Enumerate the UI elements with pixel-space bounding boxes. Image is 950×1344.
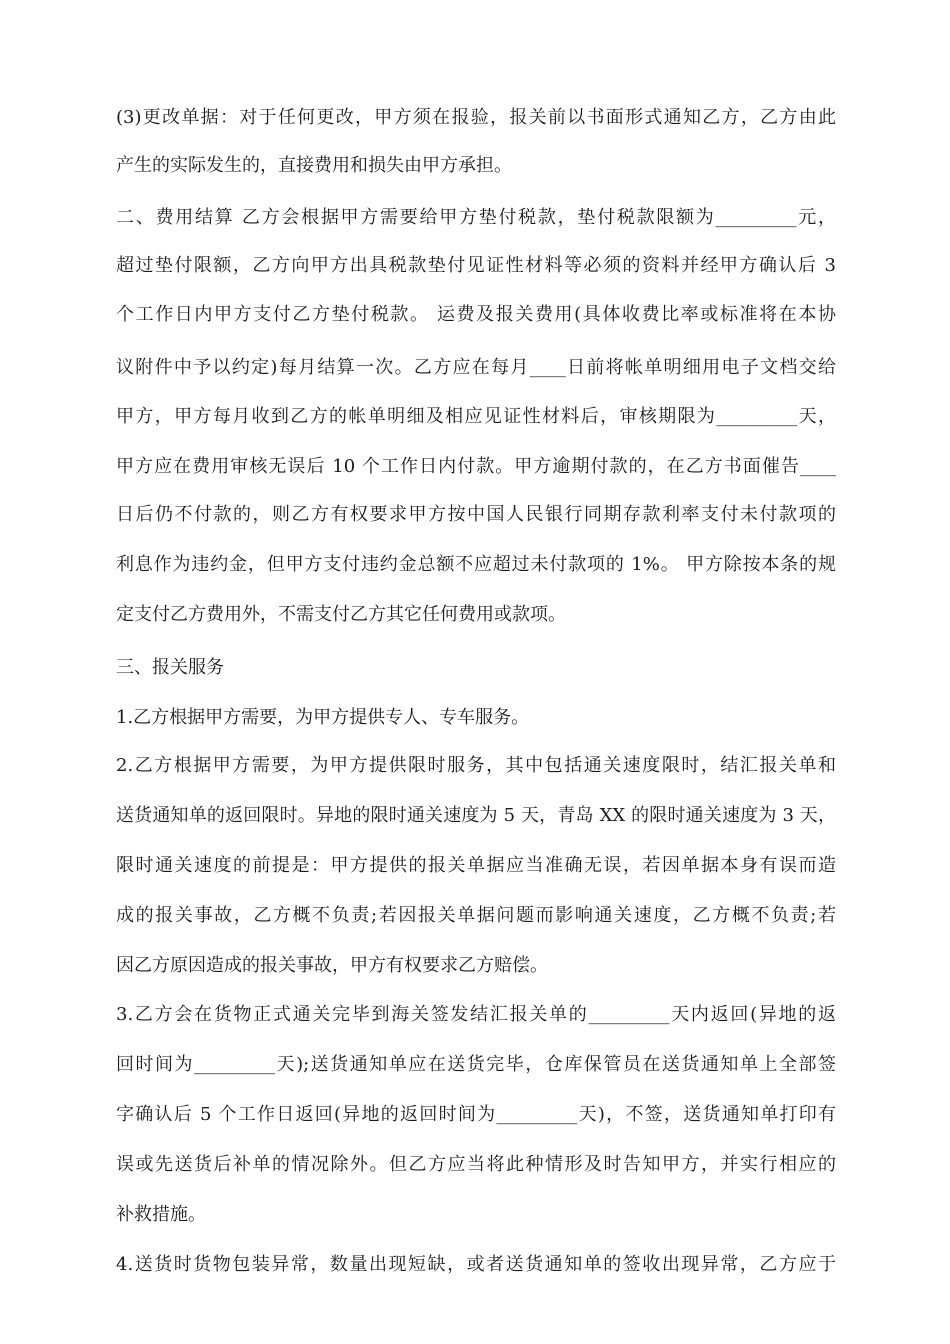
text-line: 误或先送货后补单的情况除外。但乙方应当将此种情形及时告知甲方，并实行相应的: [116, 1154, 836, 1175]
text-line: 2.乙方根据甲方需要，为甲方提供限时服务，其中包括通关速度限时，结汇报关单和: [116, 755, 836, 776]
text-line: 超过垫付限额，乙方向甲方出具税款垫付见证性材料等必须的资料并经甲方确认后 3: [116, 255, 836, 276]
text-line: 限时通关速度的前提是：甲方提供的报关单据应当准确无误，若因单据本身有误而造: [116, 855, 836, 876]
text-line: 产生的实际发生的，直接费用和损失由甲方承担。: [116, 155, 512, 176]
text-line: 定支付乙方费用外，不需支付乙方其它任何费用或款项。: [116, 604, 566, 625]
text-line: 甲方，甲方每月收到乙方的帐单明细及相应见证性材料后，审核期限为_________天，: [116, 406, 836, 427]
text-line: 3.乙方会在货物正式通关完毕到海关签发结汇报关单的_________天内返回(异地的返: [116, 1004, 836, 1025]
text-line: 议附件中予以约定)每月结算一次。乙方应在每月____日前将帐单明细用电子文档交给: [116, 357, 836, 378]
text-line: 个工作日内甲方支付乙方垫付税款。 运费及报关费用(具体收费比率或标准将在本协: [116, 304, 836, 325]
text-line: 成的报关事故，乙方概不负责;若因报关单据问题而影响通关速度，乙方概不负责;若: [116, 905, 836, 926]
text-line: 1.乙方根据甲方需要，为甲方提供专人、专车服务。: [116, 707, 530, 728]
text-line: 因乙方原因造成的报关事故，甲方有权要求乙方赔偿。: [116, 955, 548, 976]
section-heading: 三、报关服务: [116, 657, 224, 678]
text-line: 日后仍不付款的，则乙方有权要求甲方按中国人民银行同期存款利率支付未付款项的: [116, 504, 836, 525]
text-line: 回时间为_________天);送货通知单应在送货完毕，仓库保管员在送货通知单上全部签: [116, 1054, 836, 1075]
text-line: 补救措施。: [116, 1204, 206, 1225]
text-line: (3)更改单据：对于任何更改，甲方须在报验，报关前以书面形式通知乙方，乙方由此: [116, 107, 836, 128]
text-line: 送货通知单的返回限时。异地的限时通关速度为 5 天，青岛 XX 的限时通关速度为 3 天，: [116, 805, 836, 826]
text-line: 甲方应在费用审核无误后 10 个工作日内付款。甲方逾期付款的，在乙方书面催告____: [116, 456, 836, 477]
text-line: 利息作为违约金，但甲方支付违约金总额不应超过未付款项的 1%。 甲方除按本条的规: [116, 554, 836, 575]
text-line: 字确认后 5 个工作日返回(异地的返回时间为_________天)，不签，送货通知单打印有: [116, 1104, 836, 1125]
text-line: 二、费用结算 乙方会根据甲方需要给甲方垫付税款，垫付税款限额为_________元，: [116, 207, 836, 228]
text-line: 4.送货时货物包装异常，数量出现短缺，或者送货通知单的签收出现异常，乙方应于: [116, 1254, 836, 1275]
